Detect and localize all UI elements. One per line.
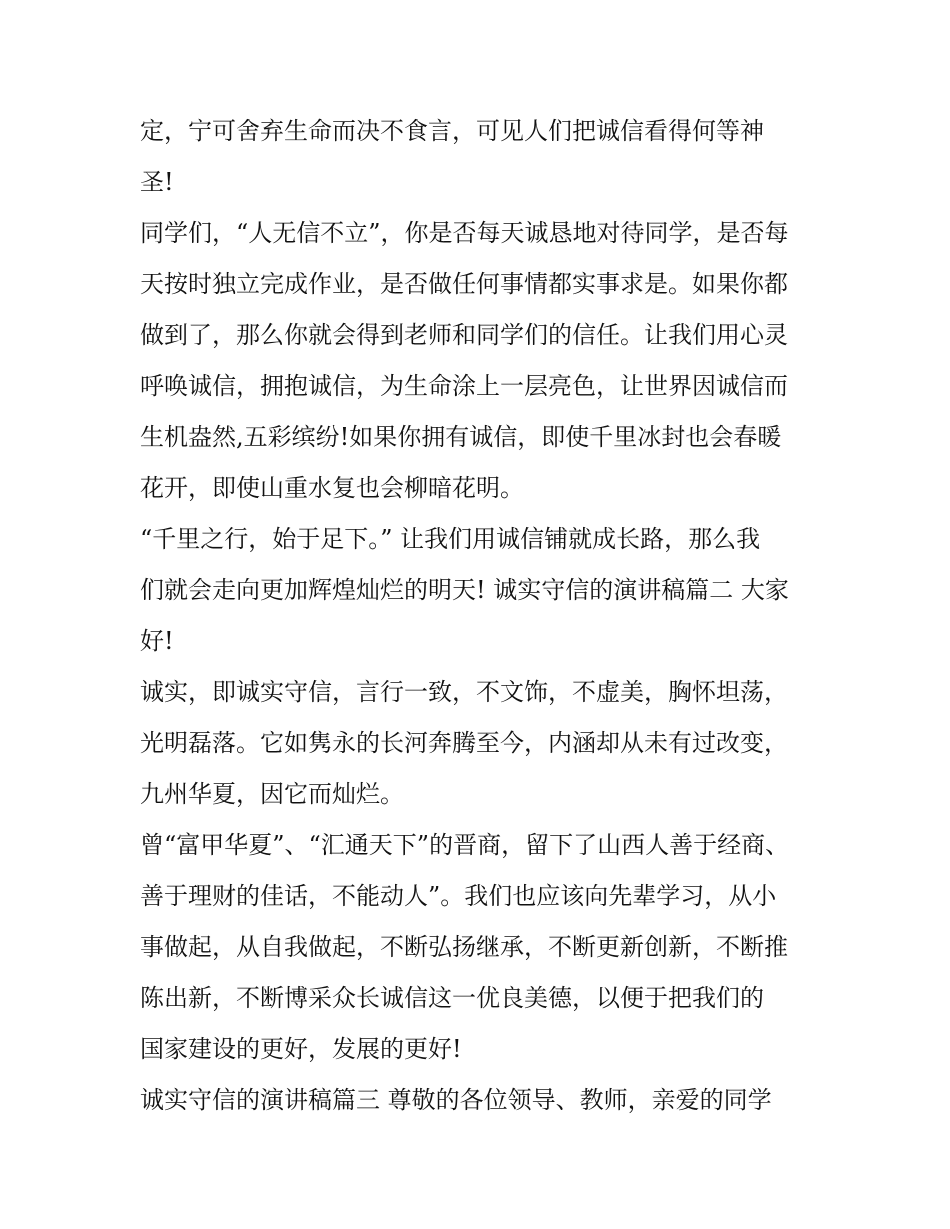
text-line: 诚实，即诚实守信，言行一致，不文饰，不虚美，胸怀坦荡， bbox=[140, 678, 788, 706]
text-line: 光明磊落。它如隽永的长河奔腾至今，内涵却从未有过改变， bbox=[140, 729, 788, 757]
text-line: 圣! bbox=[140, 168, 174, 196]
text-line: 生机盎然,五彩缤纷!如果你拥有诚信，即使千里冰封也会春暖 bbox=[140, 423, 782, 451]
text-line: 事做起，从自我做起，不断弘扬继承，不断更新创新，不断推 bbox=[140, 933, 788, 961]
text-line: 曾“富甲华夏”、“汇通天下”的晋商，留下了山西人善于经商、 bbox=[140, 831, 790, 859]
text-line: 花开，即使山重水复也会柳暗花明。 bbox=[140, 474, 524, 502]
text-line: 陈出新，不断博采众长诚信这一优良美德，以便于把我们的 bbox=[140, 984, 764, 1012]
text-line: 诚实守信的演讲稿篇三 尊敬的各位领导、教师，亲爱的同学 bbox=[140, 1086, 772, 1114]
text-line: 天按时独立完成作业，是否做任何事情都实事求是。如果你都 bbox=[140, 270, 788, 298]
text-line: 国家建设的更好，发展的更好! bbox=[140, 1035, 462, 1063]
text-line: “千里之行，始于足下。” 让我们用诚信铺就成长路，那么我 bbox=[140, 525, 761, 553]
text-line: 做到了，那么你就会得到老师和同学们的信任。让我们用心灵 bbox=[140, 321, 788, 349]
body-text bbox=[140, 106, 830, 1126]
text-line: 好! bbox=[140, 627, 174, 655]
text-line: 们就会走向更加辉煌灿烂的明天! 诚实守信的演讲稿篇二 大家 bbox=[140, 576, 789, 604]
text-line: 九州华夏，因它而灿烂。 bbox=[140, 780, 404, 808]
text-line: 定，宁可舍弃生命而决不食言，可见人们把诚信看得何等神 bbox=[140, 117, 764, 145]
text-line: 善于理财的佳话，不能动人”。我们也应该向先辈学习，从小 bbox=[140, 882, 777, 910]
text-line: 呼唤诚信，拥抱诚信，为生命涂上一层亮色，让世界因诚信而 bbox=[140, 372, 788, 400]
text-line: 同学们，“人无信不立”，你是否每天诚恳地对待同学，是否每 bbox=[140, 219, 789, 247]
